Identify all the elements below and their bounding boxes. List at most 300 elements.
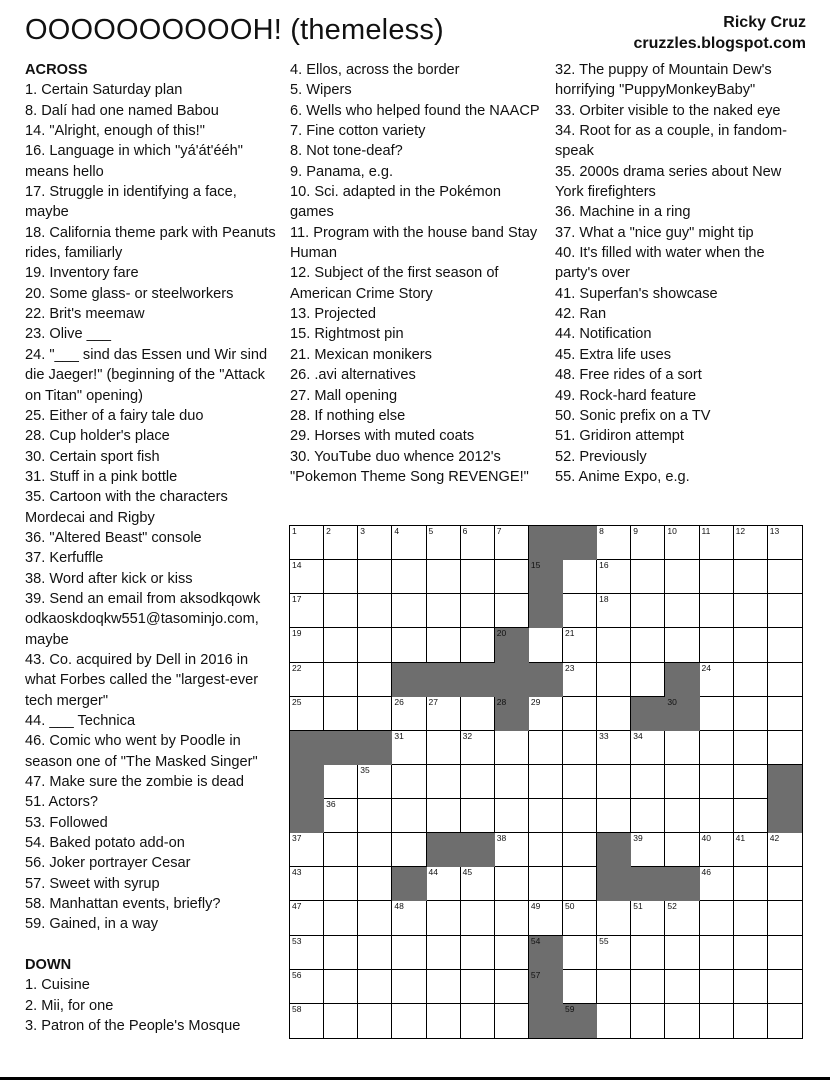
grid-cell[interactable] — [700, 560, 734, 594]
grid-cell[interactable] — [529, 765, 563, 799]
grid-cell[interactable] — [427, 970, 461, 1004]
grid-cell[interactable] — [700, 697, 734, 731]
grid-cell[interactable] — [563, 731, 597, 765]
clue-item: 13. Projected — [290, 306, 376, 323]
grid-cell[interactable] — [358, 594, 392, 628]
grid-cell[interactable] — [392, 1004, 426, 1038]
clue-item: 53. Followed — [25, 814, 108, 831]
grid-cell[interactable] — [665, 799, 699, 833]
grid-cell[interactable] — [563, 833, 597, 867]
grid-cell[interactable] — [427, 867, 461, 901]
grid-cell[interactable] — [597, 936, 631, 970]
grid-cell[interactable] — [427, 628, 461, 662]
grid-cell[interactable] — [324, 936, 358, 970]
grid-cell[interactable] — [495, 765, 529, 799]
grid-cell[interactable] — [392, 697, 426, 731]
clue-item: 30. Certain sport fish — [25, 448, 160, 465]
grid-cell[interactable] — [563, 765, 597, 799]
grid-cell[interactable] — [597, 901, 631, 935]
across-heading: ACROSS — [25, 62, 88, 78]
grid-cell[interactable] — [427, 697, 461, 731]
clue-item: 46. Comic who went by Poodle in season one of "The Masked Singer" — [25, 733, 258, 770]
grid-cell[interactable] — [324, 663, 358, 697]
clue-item: 32. The puppy of Mountain Dew's horrifying "PuppyMonkeyBaby" — [555, 62, 772, 99]
grid-cell[interactable] — [461, 697, 495, 731]
cell-number: 48 — [394, 901, 404, 912]
grid-cell[interactable] — [529, 628, 563, 662]
grid-cell[interactable] — [461, 560, 495, 594]
black-square — [768, 765, 802, 799]
cell-number: 14 — [292, 560, 302, 571]
clue-item: 10. Sci. adapted in the Pokémon games — [290, 184, 501, 221]
cell-number: 20 — [496, 628, 507, 639]
author-site: cruzzles.blogspot.com — [633, 35, 806, 52]
grid-cell[interactable] — [665, 628, 699, 662]
grid-cell[interactable] — [290, 867, 324, 901]
grid-cell[interactable] — [427, 731, 461, 765]
clue-item: 45. Extra life uses — [555, 346, 671, 363]
grid-cell[interactable] — [461, 970, 495, 1004]
clue-item: 41. Superfan's showcase — [555, 285, 718, 302]
grid-cell[interactable] — [700, 765, 734, 799]
grid-cell[interactable] — [700, 526, 734, 560]
grid-cell[interactable] — [563, 936, 597, 970]
clue-item: 56. Joker portrayer Cesar — [25, 855, 191, 872]
cell-number: 7 — [496, 526, 502, 536]
grid-cell[interactable] — [563, 594, 597, 628]
grid-cell[interactable] — [597, 526, 631, 560]
grid-cell[interactable] — [461, 731, 495, 765]
grid-cell[interactable] — [700, 936, 734, 970]
black-square — [768, 799, 802, 833]
grid-cell[interactable] — [461, 628, 495, 662]
black-square — [529, 560, 563, 594]
grid-cell[interactable] — [290, 526, 324, 560]
grid-cell[interactable] — [392, 628, 426, 662]
grid-cell[interactable] — [495, 833, 529, 867]
grid-cell[interactable] — [768, 663, 802, 697]
grid-cell[interactable] — [597, 799, 631, 833]
grid-cell[interactable] — [324, 1004, 358, 1038]
cell-number: 38 — [496, 833, 507, 844]
black-square — [427, 663, 461, 697]
crossword-grid — [289, 525, 803, 1039]
black-square — [665, 867, 699, 901]
grid-cell[interactable] — [461, 526, 495, 560]
black-square — [529, 970, 563, 1004]
grid-cell[interactable] — [597, 697, 631, 731]
clue-item: 7. Fine cotton variety — [290, 123, 426, 140]
grid-cell[interactable] — [700, 833, 734, 867]
grid-cell[interactable] — [495, 1004, 529, 1038]
clue-item: 14. "Alright, enough of this!" — [25, 123, 205, 140]
cell-number: 31 — [394, 730, 404, 741]
grid-cell[interactable] — [358, 936, 392, 970]
clue-item: 3. Patron of the People's Mosque — [25, 1018, 241, 1035]
clue-item: 26. .avi alternatives — [290, 367, 416, 384]
grid-cell[interactable] — [734, 560, 768, 594]
grid-cell[interactable] — [631, 901, 665, 935]
grid-cell[interactable] — [734, 867, 768, 901]
grid-cell[interactable] — [734, 1004, 768, 1038]
grid-cell[interactable] — [358, 799, 392, 833]
grid-cell[interactable] — [597, 628, 631, 662]
grid-cell[interactable] — [563, 697, 597, 731]
grid-cell[interactable] — [358, 833, 392, 867]
grid-cell[interactable] — [768, 594, 802, 628]
grid-cell[interactable] — [290, 833, 324, 867]
grid-cell[interactable] — [358, 901, 392, 935]
black-square — [392, 867, 426, 901]
grid-cell[interactable] — [563, 867, 597, 901]
cell-number: 50 — [565, 901, 575, 912]
grid-cell[interactable] — [392, 901, 426, 935]
grid-cell[interactable] — [631, 765, 665, 799]
down-clue-list — [25, 975, 277, 1036]
grid-cell[interactable] — [461, 594, 495, 628]
grid-cell[interactable] — [700, 799, 734, 833]
grid-cell[interactable] — [324, 901, 358, 935]
cell-number: 35 — [360, 764, 370, 775]
grid-cell[interactable] — [358, 526, 392, 560]
black-square — [290, 731, 324, 765]
cell-number: 43 — [292, 867, 302, 878]
grid-cell[interactable] — [324, 697, 358, 731]
grid-cell[interactable] — [597, 765, 631, 799]
puzzle-title: OOOOOOOOOOH! (themeless) — [25, 14, 444, 46]
clue-item: 30. YouTube duo whence 2012's "Pokemon Theme Song REVENGE!" — [290, 448, 529, 485]
grid-cell[interactable] — [358, 970, 392, 1004]
grid-cell[interactable] — [358, 697, 392, 731]
grid-cell[interactable] — [631, 594, 665, 628]
grid-cell[interactable] — [768, 628, 802, 662]
grid-cell[interactable] — [631, 799, 665, 833]
grid-cell[interactable] — [427, 936, 461, 970]
cell-number: 39 — [633, 833, 643, 844]
grid-cell[interactable] — [529, 799, 563, 833]
grid-cell[interactable] — [324, 833, 358, 867]
black-square — [563, 526, 597, 560]
grid-cell[interactable] — [597, 731, 631, 765]
grid-cell[interactable] — [495, 867, 529, 901]
grid-cell[interactable] — [768, 970, 802, 1004]
grid-cell[interactable] — [290, 594, 324, 628]
grid-cell[interactable] — [734, 833, 768, 867]
grid-cell[interactable] — [631, 936, 665, 970]
grid-cell[interactable] — [665, 1004, 699, 1038]
grid-cell[interactable] — [665, 970, 699, 1004]
grid-cell[interactable] — [290, 901, 324, 935]
grid-cell[interactable] — [392, 970, 426, 1004]
cell-number: 46 — [701, 867, 711, 878]
grid-cell[interactable] — [290, 970, 324, 1004]
clue-item: 35. 2000s drama series about New York firefighters — [555, 163, 782, 201]
grid-cell[interactable] — [324, 765, 358, 799]
black-square — [597, 833, 631, 867]
grid-cell[interactable] — [631, 628, 665, 662]
cell-number: 16 — [599, 560, 609, 571]
down-clue-list — [555, 60, 810, 487]
clue-item: 12. Subject of the first season of American Crime Story — [290, 265, 499, 302]
grid-cell[interactable] — [597, 560, 631, 594]
clue-item: 6. Wells who helped found the NAACP — [290, 102, 540, 119]
grid-cell[interactable] — [768, 731, 802, 765]
grid-cell[interactable] — [665, 936, 699, 970]
grid-cell[interactable] — [324, 628, 358, 662]
cell-number: 2 — [326, 526, 331, 536]
black-square — [665, 663, 699, 697]
cell-number: 17 — [292, 594, 302, 605]
grid-cell[interactable] — [290, 560, 324, 594]
grid-cell[interactable] — [563, 799, 597, 833]
grid-cell[interactable] — [529, 697, 563, 731]
clue-item: 11. Program with the house band Stay Human — [290, 224, 538, 262]
grid-cell[interactable] — [392, 765, 426, 799]
grid-cell[interactable] — [700, 594, 734, 628]
cell-number: 51 — [633, 901, 643, 912]
grid-cell[interactable] — [427, 1004, 461, 1038]
grid-cell[interactable] — [563, 628, 597, 662]
grid-cell[interactable] — [700, 970, 734, 1004]
grid-cell[interactable] — [358, 765, 392, 799]
clue-item: 1. Certain Saturday plan — [25, 82, 183, 99]
grid-cell[interactable] — [324, 799, 358, 833]
grid-cell[interactable] — [768, 697, 802, 731]
grid-cell[interactable] — [529, 867, 563, 901]
clue-item: 1. Cuisine — [25, 977, 90, 994]
cell-number: 33 — [599, 730, 609, 741]
grid-cell[interactable] — [734, 731, 768, 765]
grid-cell[interactable] — [631, 526, 665, 560]
grid-cell[interactable] — [358, 560, 392, 594]
down-clue-list — [290, 60, 548, 487]
clue-item: 44. ___ Technica — [25, 713, 136, 729]
cell-number: 55 — [599, 935, 609, 946]
cell-number: 3 — [360, 526, 365, 536]
grid-cell[interactable] — [495, 731, 529, 765]
grid-cell[interactable] — [324, 970, 358, 1004]
grid-cell[interactable] — [529, 731, 563, 765]
grid-cell[interactable] — [768, 867, 802, 901]
grid-cell[interactable] — [665, 526, 699, 560]
clue-item: 21. Mexican monikers — [290, 346, 432, 363]
grid-cell[interactable] — [495, 901, 529, 935]
grid-cell[interactable] — [700, 628, 734, 662]
black-square — [529, 936, 563, 970]
clue-item: 8. Not tone-deaf? — [290, 143, 403, 160]
grid-cell[interactable] — [461, 765, 495, 799]
grid-cell[interactable] — [392, 799, 426, 833]
grid-cell[interactable] — [290, 628, 324, 662]
clue-item: 58. Manhattan events, briefly? — [25, 896, 221, 913]
grid-cell[interactable] — [700, 1004, 734, 1038]
grid-cell[interactable] — [631, 970, 665, 1004]
clue-item: 25. Either of a fairy tale duo — [25, 407, 204, 424]
grid-cell[interactable] — [631, 833, 665, 867]
grid-cell[interactable] — [529, 833, 563, 867]
clue-item: 51. Gridiron attempt — [555, 428, 684, 445]
grid-cell[interactable] — [597, 594, 631, 628]
cell-number: 42 — [769, 833, 780, 844]
grid-cell[interactable] — [495, 560, 529, 594]
grid-cell[interactable] — [563, 901, 597, 935]
black-square — [427, 833, 461, 867]
cell-number: 34 — [633, 730, 643, 741]
grid-cell[interactable] — [290, 1004, 324, 1038]
clue-column-1 — [25, 60, 277, 1037]
grid-cell[interactable] — [427, 594, 461, 628]
grid-cell[interactable] — [461, 1004, 495, 1038]
grid-cell[interactable] — [392, 594, 426, 628]
grid-cell[interactable] — [665, 560, 699, 594]
grid-cell[interactable] — [427, 901, 461, 935]
cell-number: 56 — [292, 969, 302, 980]
grid-cell[interactable] — [324, 526, 358, 560]
clue-item: 44. Notification — [555, 326, 652, 343]
across-clue-list — [25, 80, 277, 934]
clue-item: 40. It's filled with water when the party's over — [555, 245, 765, 282]
grid-cell[interactable] — [734, 594, 768, 628]
clue-item: 57. Sweet with syrup — [25, 875, 160, 892]
grid-cell[interactable] — [427, 765, 461, 799]
grid-cell[interactable] — [665, 731, 699, 765]
grid-cell[interactable] — [392, 936, 426, 970]
author-name: Ricky Cruz — [723, 14, 806, 31]
grid-cell[interactable] — [392, 526, 426, 560]
cell-number: 1 — [292, 526, 297, 536]
grid-cell[interactable] — [734, 526, 768, 560]
grid-cell[interactable] — [461, 799, 495, 833]
grid-cell[interactable] — [358, 628, 392, 662]
clue-item: 34. Root for as a couple, in fandom-speak — [555, 123, 788, 160]
black-square — [495, 697, 529, 731]
grid-cell[interactable] — [768, 901, 802, 935]
clue-item: 9. Panama, e.g. — [290, 163, 394, 180]
grid-cell[interactable] — [358, 1004, 392, 1038]
grid-cell[interactable] — [700, 867, 734, 901]
grid-cell[interactable] — [358, 867, 392, 901]
grid-cell[interactable] — [495, 936, 529, 970]
grid-cell[interactable] — [734, 663, 768, 697]
grid-cell[interactable] — [734, 628, 768, 662]
cell-number: 36 — [326, 799, 336, 809]
grid-cell[interactable] — [427, 526, 461, 560]
grid-cell[interactable] — [734, 901, 768, 935]
grid-cell[interactable] — [734, 765, 768, 799]
black-square — [529, 594, 563, 628]
grid-cell[interactable] — [290, 663, 324, 697]
cell-number: 27 — [428, 696, 438, 707]
clue-item: 24. "___ sind das Essen und Wir sind die Jaeger!" (beginning of the "Attack on Titan" opening) — [25, 346, 268, 404]
clue-item: 23. Olive ___ — [25, 326, 111, 343]
black-square — [495, 663, 529, 697]
grid-cell[interactable] — [631, 663, 665, 697]
grid-cell[interactable] — [597, 663, 631, 697]
cell-number: 32 — [462, 730, 473, 741]
cell-number: 49 — [530, 901, 541, 912]
grid-cell[interactable] — [768, 833, 802, 867]
grid-cell[interactable] — [392, 560, 426, 594]
grid-cell[interactable] — [358, 663, 392, 697]
grid-cell[interactable] — [461, 936, 495, 970]
grid-cell[interactable] — [324, 867, 358, 901]
cell-number: 12 — [735, 526, 746, 536]
clue-item: 36. "Altered Beast" console — [25, 529, 202, 546]
grid-cell[interactable] — [495, 799, 529, 833]
cell-number: 10 — [667, 526, 677, 536]
grid-cell[interactable] — [392, 833, 426, 867]
grid-cell[interactable] — [631, 731, 665, 765]
cell-number: 57 — [530, 969, 541, 980]
clue-item: 20. Some glass- or steelworkers — [25, 285, 234, 302]
grid-cell[interactable] — [665, 833, 699, 867]
grid-cell[interactable] — [631, 560, 665, 594]
clue-item: 35. Cartoon with the characters Mordecai and Rigby — [25, 489, 228, 526]
cell-number: 53 — [292, 935, 302, 946]
black-square — [631, 867, 665, 901]
grid-cell[interactable] — [597, 970, 631, 1004]
grid-cell[interactable] — [563, 970, 597, 1004]
clue-item: 18. California theme park with Peanuts rides, familiarly — [25, 224, 276, 262]
grid-cell[interactable] — [563, 663, 597, 697]
grid-cell[interactable] — [768, 526, 802, 560]
grid-cell[interactable] — [495, 594, 529, 628]
cell-number: 44 — [428, 867, 438, 878]
grid-cell[interactable] — [290, 697, 324, 731]
clue-item: 42. Ran — [555, 306, 607, 323]
grid-cell[interactable] — [734, 970, 768, 1004]
grid-cell[interactable] — [768, 936, 802, 970]
grid-cell[interactable] — [700, 731, 734, 765]
cell-number: 28 — [496, 696, 507, 707]
grid-cell[interactable] — [665, 765, 699, 799]
grid-cell[interactable] — [495, 970, 529, 1004]
cell-number: 26 — [394, 696, 404, 707]
cell-number: 21 — [565, 628, 575, 639]
clue-item: 8. Dalí had one named Babou — [25, 102, 219, 119]
grid-cell[interactable] — [700, 663, 734, 697]
grid-cell[interactable] — [392, 731, 426, 765]
grid-cell[interactable] — [597, 1004, 631, 1038]
grid-cell[interactable] — [324, 594, 358, 628]
grid-cell[interactable] — [631, 1004, 665, 1038]
grid-cell[interactable] — [734, 697, 768, 731]
clue-item: 49. Rock-hard feature — [555, 387, 697, 404]
grid-cell[interactable] — [734, 936, 768, 970]
grid-cell[interactable] — [495, 526, 529, 560]
grid-cell[interactable] — [427, 799, 461, 833]
grid-cell[interactable] — [768, 560, 802, 594]
grid-cell[interactable] — [290, 936, 324, 970]
black-square — [358, 731, 392, 765]
grid-cell[interactable] — [427, 560, 461, 594]
grid-cell[interactable] — [461, 901, 495, 935]
grid-cell[interactable] — [529, 901, 563, 935]
black-square — [529, 1004, 563, 1038]
grid-cell[interactable] — [734, 799, 768, 833]
cell-number: 13 — [769, 526, 780, 536]
grid-cell[interactable] — [461, 867, 495, 901]
clue-item: 50. Sonic prefix on a TV — [555, 407, 711, 424]
grid-cell[interactable] — [665, 901, 699, 935]
grid-cell[interactable] — [563, 560, 597, 594]
grid-cell[interactable] — [665, 594, 699, 628]
grid-cell[interactable] — [768, 1004, 802, 1038]
grid-cell[interactable] — [700, 901, 734, 935]
black-square — [665, 697, 699, 731]
clue-item: 29. Horses with muted coats — [290, 428, 475, 445]
grid-cell[interactable] — [324, 560, 358, 594]
